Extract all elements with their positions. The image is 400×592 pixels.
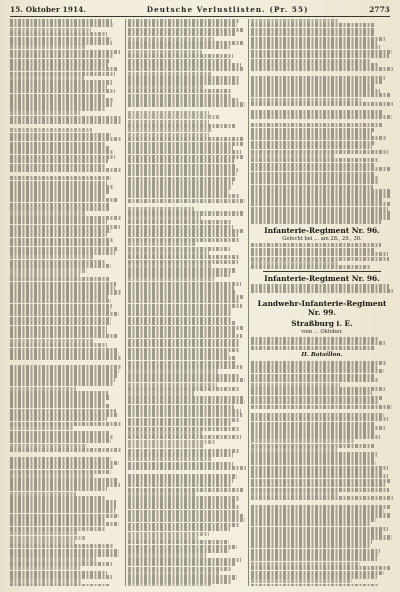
battalion-heading: II. Bataillon. [301,351,343,358]
header-page-number: 2773 [369,4,390,14]
text-line [251,265,371,269]
section-heading: Infanterie-Regiment Nr. 96. [264,274,380,284]
section-subheading: vom ... Oktober. [301,329,343,336]
section-heading: Landwehr-Infanterie-Regiment Nr. 99. [257,299,387,318]
column-separator [248,19,249,586]
header-rule [10,16,390,17]
text-line [251,102,393,106]
section-subheading: Gefecht bei ... am 28., 29., 30. [282,235,362,242]
header-date: 15. Oktober 1914. [10,4,87,14]
page-header [10,3,390,15]
column-separator [125,19,126,586]
section-heading: Infanterie-Regiment Nr. 96. [264,225,380,235]
text-line [128,584,212,586]
text-line [10,356,121,360]
text-line [251,584,378,586]
header-title: Deutsche Verlustlisten. (Pr. 55) [146,4,309,14]
text-line [251,496,393,500]
text-line [251,289,393,293]
text-line [128,102,245,106]
text-line [10,448,122,452]
column-2 [128,19,246,586]
text-line [251,346,375,350]
text-line [10,120,121,124]
section-rule [263,271,381,272]
text-line [10,584,109,586]
column-1 [10,19,122,586]
section-heading-city: Straßburg i. E. [291,319,353,329]
text-line [10,168,122,172]
text-line [251,67,393,71]
text-line [251,405,392,409]
text-line [251,115,392,119]
text-line [251,220,381,224]
text-line [128,199,245,203]
column-3 [251,19,393,586]
text-line [128,466,246,470]
